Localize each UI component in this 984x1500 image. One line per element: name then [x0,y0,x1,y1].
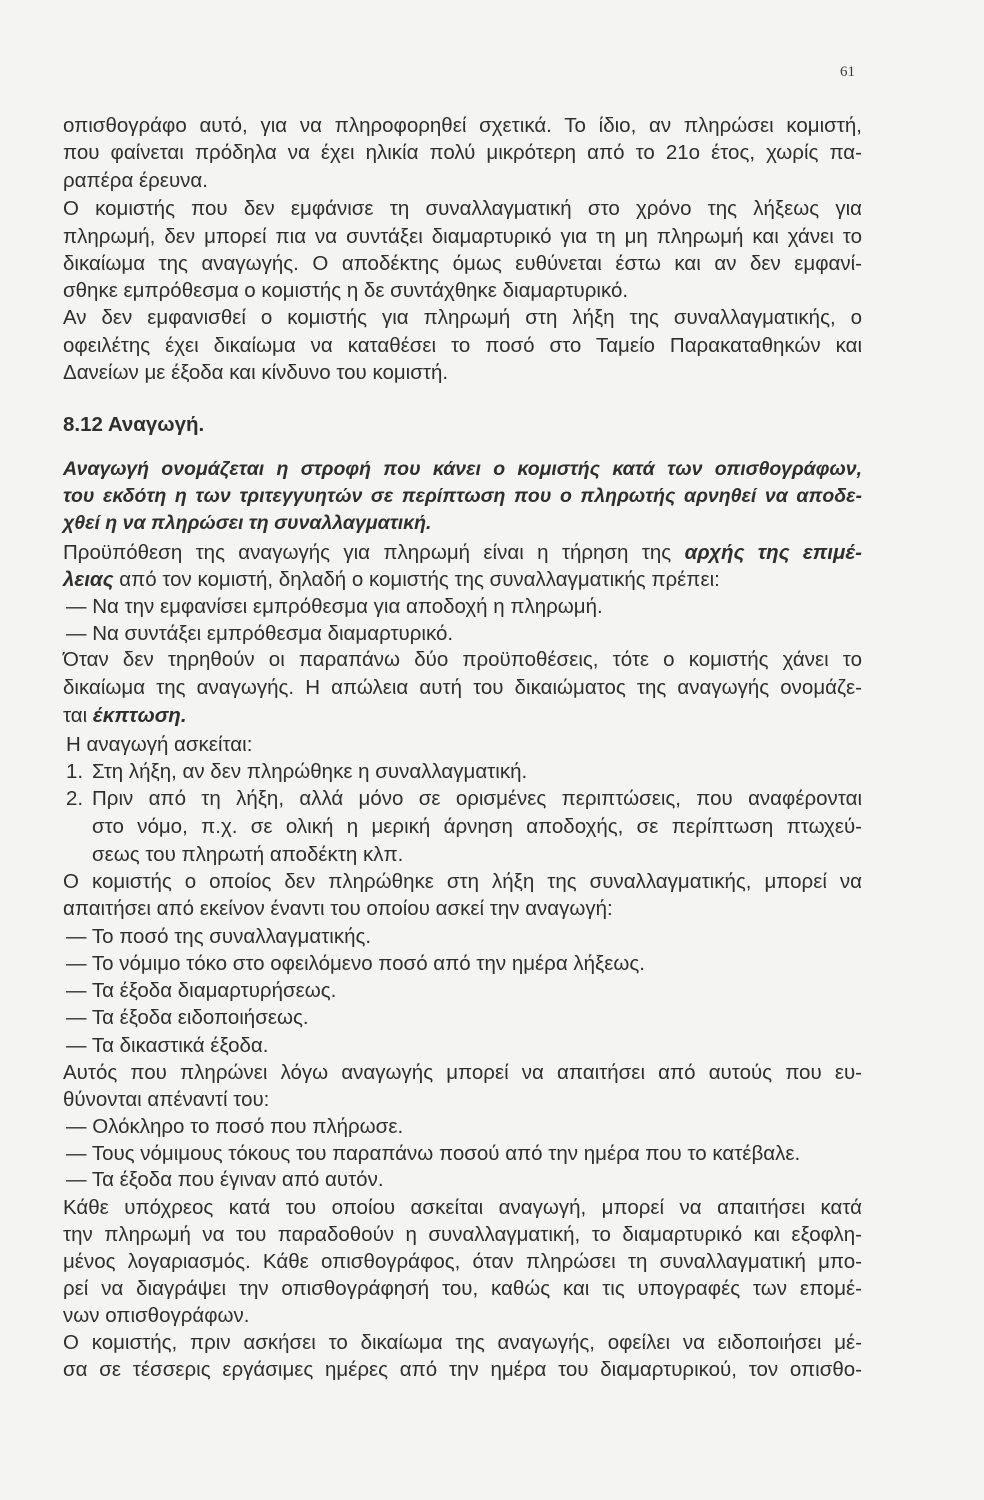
list-item: — Ολόκληρο το ποσό που πλήρωσε. [66,1115,404,1138]
emphasized-term: έκπτωση. [92,704,187,727]
list-number: 1. [66,760,84,783]
text-line: Η αναγωγή ασκείται: [66,733,253,756]
text-line: νων οπισθογράφων. [63,1304,250,1327]
list-item: — Τους νόμιμους τόκους του παραπάνω ποσού από την ημέρα που το κατέβαλε. [66,1142,801,1165]
text-line [63,702,862,729]
text-line: Ο κομιστής που δεν εμφάνισε τη συναλλαγματική στο χρόνο της λήξεως για [63,197,862,220]
text-line: Αν δεν εμφανισθεί ο κομιστής για πληρωμή στη λήξη της συναλλαγματικής, ο [63,306,862,329]
text-fragment: ται [63,704,88,727]
emphasized-term: λειας [63,568,114,591]
list-item: — Τα έξοδα ειδοποιήσεως. [66,1006,309,1029]
numbered-item [66,758,862,785]
text-line: σα σε τέσσερις εργάσιμες ημέρες από την ημέρα του διαμαρτυρικού, τον οπισθο- [63,1358,862,1381]
text-line: πληρωμή, δεν μπορεί πια να συντάξει διαμαρτυρικό για τη μη πληρωμή και χάνει το [63,225,862,248]
page-number: 61 [840,64,855,80]
text-line: δικαίωμα της αναγωγής. Ο αποδέκτης όμως ευθύνεται έστω και αν δεν εμφανί- [63,252,862,275]
text-line: την πληρωμή να του παραδοθούν η συναλλαγματική, το διαμαρτυρικό και εξοφλη- [63,1223,862,1246]
text-line: Ο κομιστής ο οποίος δεν πληρώθηκε στη λήξη της συναλλαγματικής, μπορεί να [63,870,862,893]
list-item: — Τα δικαστικά έξοδα. [66,1034,269,1057]
text-line: Κάθε υπόχρεος κατά του οποίου ασκείται αναγωγή, μπορεί να απαιτήσει κατά [63,1196,862,1219]
list-item-text: στο νόμο, π.χ. σε ολική η μερική άρνηση αποδοχής, σε περίπτωση πτωχεύ- [92,815,862,838]
text-line: απαιτήσει από εκείνον έναντι του οποίου ασκεί την αναγωγή: [63,897,613,920]
text-line [63,539,862,566]
text-line: Όταν δεν τηρηθούν οι παραπάνω δύο προϋποθέσεις, τότε ο κομιστής χάνει το [63,648,862,671]
section-heading: 8.12 Αναγωγή. [63,413,205,436]
text-fragment: Προϋπόθεση της αναγωγής για πληρωμή είναι η τήρηση της [63,541,672,564]
text-line: μένος λογαριασμός. Κάθε οπισθογράφος, όταν πληρώσει τη συναλλαγματική μπο- [63,1250,862,1273]
definition-line: Αναγωγή ονομάζεται η στροφή που κάνει ο κομιστής κατά των οπισθογράφων, [63,458,862,480]
text-line: Αυτός που πληρώνει λόγω αναγωγής μπορεί να απαιτήσει από αυτούς που ευ- [63,1061,862,1084]
text-line: ρεί να διαγράψει την οπισθογράφησή του, καθώς και τις υπογραφές των επομέ- [63,1277,862,1300]
list-item: — Το νόμιμο τόκο στο οφειλόμενο ποσό από την ημέρα λήξεως. [66,952,645,975]
text-line: οφειλέτης έχει δικαίωμα να καταθέσει το ποσό στο Ταμείο Παρακαταθηκών και [63,334,862,357]
text-line: σθηκε εμπρόθεσμα ο κομιστής η δε συντάχθηκε διαμαρτυρικό. [63,279,629,302]
list-item: — Να συντάξει εμπρόθεσμα διαμαρτυρικό. [66,622,454,645]
text-line: δικαίωμα της αναγωγής. Η απώλεια αυτή του δικαιώματος της αναγωγής ονομάζε- [63,676,862,699]
list-number: 2. [66,787,84,810]
text-line: Δανείων με έξοδα και κίνδυνο του κομιστή. [63,361,449,384]
list-item: — Να την εμφανίσει εμπρόθεσμα για αποδοχή η πληρωμή. [66,595,603,618]
text-line [63,566,862,593]
list-item: — Το ποσό της συναλλαγματικής. [66,925,372,948]
emphasized-term: αρχής της επιμέ- [684,541,862,564]
text-line: που φαίνεται πρόδηλα να έχει ηλικία πολύ μικρότερη από το 21ο έτος, χωρίς πα- [63,141,862,164]
text-line: ραπέρα έρευνα. [63,169,208,192]
list-item: — Τα έξοδα διαμαρτυρήσεως. [66,979,337,1002]
list-item: — Τα έξοδα που έγιναν από αυτόν. [66,1168,384,1191]
numbered-item [66,785,862,812]
definition-line: χθεί η να πληρώσει τη συναλλαγματική. [63,512,432,534]
list-item-text: Στη λήξη, αν δεν πληρώθηκε η συναλλαγματική. [92,760,528,783]
list-item-text: σεως του πληρωτή αποδέκτη κλπ. [92,843,404,866]
text-line: θύνονται απέναντί του: [63,1088,270,1111]
text-fragment: από τον κομιστή, δηλαδή ο κομιστής της συναλλαγματικής πρέπει: [119,568,720,591]
definition-line: του εκδότη η των τριτεγγυητών σε περίπτωση που ο πληρωτής αρνηθεί να αποδε- [63,485,862,507]
text-line: οπισθογράφο αυτό, για να πληροφορηθεί σχετικά. Το ίδιο, αν πληρώσει κομιστή, [63,114,862,137]
text-line: Ο κομιστής, πριν ασκήσει το δικαίωμα της αναγωγής, οφείλει να ειδοποιήσει μέ- [63,1331,862,1354]
list-item-text: Πριν από τη λήξη, αλλά μόνο σε ορισμένες περιπτώσεις, που αναφέρονται [92,787,862,810]
